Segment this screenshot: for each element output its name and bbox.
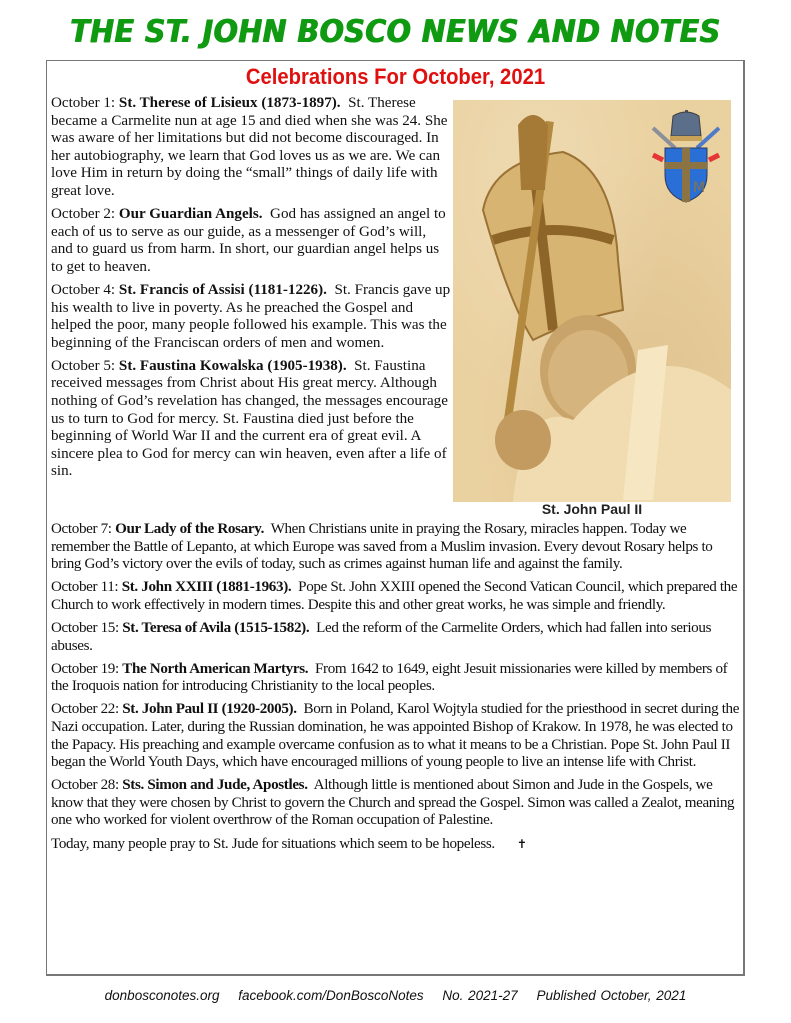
newsletter-masthead: THE ST. JOHN BOSCO NEWS AND NOTES [70,14,721,50]
entry-text: St. Therese became a Carmelite nun at age 15 and died when she was 24. She was aware of her limitations but did not become discouraged. In her autobiography, we learn that God loves us as we are. We can love Him in return by doing the “small” things of daily life with great love. [51,95,448,199]
published-date: Published October, 2021 [536,988,687,1003]
entry-text: Born in Poland, Karol Wojtyla studied for the priesthood in secret during the Nazi occupation. Later, during the Russian domination, he was appointed Bishop of Krakow. In 1978, he was elected to the Papacy. His preaching and example overcame confusion as to what it means to be a Christian. Pope St. John Paul II began the World Youth Days, which have encouraged millions of young people to live an intense life with Christ. [51,701,740,771]
entry-text: Led the reform of the Carmelite Orders, which had fallen into serious abuses. [51,619,712,654]
entry-name: Our Lady of the Rosary. [115,521,264,537]
entry-date: October 19: [51,660,119,677]
entry-date: October 2: [51,206,116,223]
entry-date: October 28: [51,777,119,794]
entry-text: When Christians unite in praying the Rosary, miracles happen. Today we remember the Battle of Lepanto, at which Europe was saved from a Muslim invasion. Every devout Rosary helps to bring God’s victory over the evils of today, such as crimes against human life and against the family. [51,521,713,573]
entry-oct-28 [51,777,741,830]
closing-text: Today, many people pray to St. Jude for situations which seem to be hopeless. [51,835,495,852]
entry-date: October 11: [51,579,119,596]
entry-date: October 22: [51,701,119,718]
entry-text: Pope St. John XXIII opened the Second Vatican Council, which prepared the Church to work effectively in modern times. Despite this and other great works, he was simple and friendly. [51,579,738,613]
section-title: Celebrations For October, 2021 [245,64,546,89]
website-link[interactable]: donbosconotes.org [104,988,220,1003]
portrait-illustration [453,100,731,502]
entry-name: St. Francis of Assisi (1181-1226). [118,281,327,298]
entry-oct-15 [51,620,741,655]
entry-text: St. Faustina received messages from Christ about His great mercy. Although nothing of God’s revelation has changed, the messages encourage us to turn to God for mercy. St. Faustina died just before the beginning of World War II and the current era of great evil. A sincere plea to God for mercy can win heaven, even after a life of sin. [51,357,448,480]
facebook-link[interactable]: facebook.com/DonBoscoNotes [238,988,424,1003]
entry-oct-11 [51,579,741,614]
entry-date: October 4: [51,281,116,298]
entry-name: St. Therese of Lisieux (1873-1897). [118,95,341,111]
entry-oct-5 [51,358,451,481]
entry-name: St. Teresa of Avila (1515-1582). [122,619,310,636]
entry-oct-22 [51,701,741,771]
entry-oct-4 [51,282,451,352]
svg-text:M: M [693,180,706,196]
entry-name: St. John Paul II (1920-2005). [122,701,297,718]
issue-number: No. 2021-27 [442,988,518,1003]
full-width-entries [51,521,741,859]
entry-name: St. Faustina Kowalska (1905-1938). [118,357,347,374]
column-entries [51,95,451,486]
entry-date: October 1: [51,95,116,111]
entry-date: October 5: [51,357,116,374]
closing-line [51,836,741,854]
papal-coat-of-arms-icon [653,110,719,202]
entry-name: St. John XXIII (1881-1963). [121,579,292,596]
entry-text: Although little is mentioned about Simon and Jude in the Gospels, we know that they were chosen by Christ to govern the Church and spread the Gospel. Simon was called a Zealot, meaning one who worked for violent overthrow of the Roman occupation of Palestine. [51,777,735,829]
entry-name: Sts. Simon and Jude, Apostles. [122,777,308,794]
entry-oct-19 [51,661,741,696]
entry-date: October 7: [51,521,112,537]
papal-portrait-image [453,100,731,502]
entry-text: From 1642 to 1649, eight Jesuit missionaries were killed by members of the Iroquois nation for introducing Christianity to the local peoples. [51,660,728,695]
entry-oct-2 [51,206,451,276]
entry-date: October 15: [51,619,119,636]
entry-name: The North American Martyrs. [122,660,309,677]
photo-caption: St. John Paul II [541,501,643,517]
entry-name: Our Guardian Angels. [118,206,263,223]
entry-oct-1 [51,95,451,201]
entry-text: St. Francis gave up his wealth to live in poverty. As he preached the Gospel and helped the poor, many people followed his example. This was the beginning of the Franciscan orders of men and women. [51,281,451,351]
newsletter-footer [0,988,791,1003]
entry-text: God has assigned an angel to each of us to serve as our guide, as a messenger of God’s will, and to guard us from harm. In short, our guardian angel helps us to get to heaven. [51,206,446,275]
cross-icon: ✝ [516,836,527,851]
entry-oct-7 [51,521,741,574]
